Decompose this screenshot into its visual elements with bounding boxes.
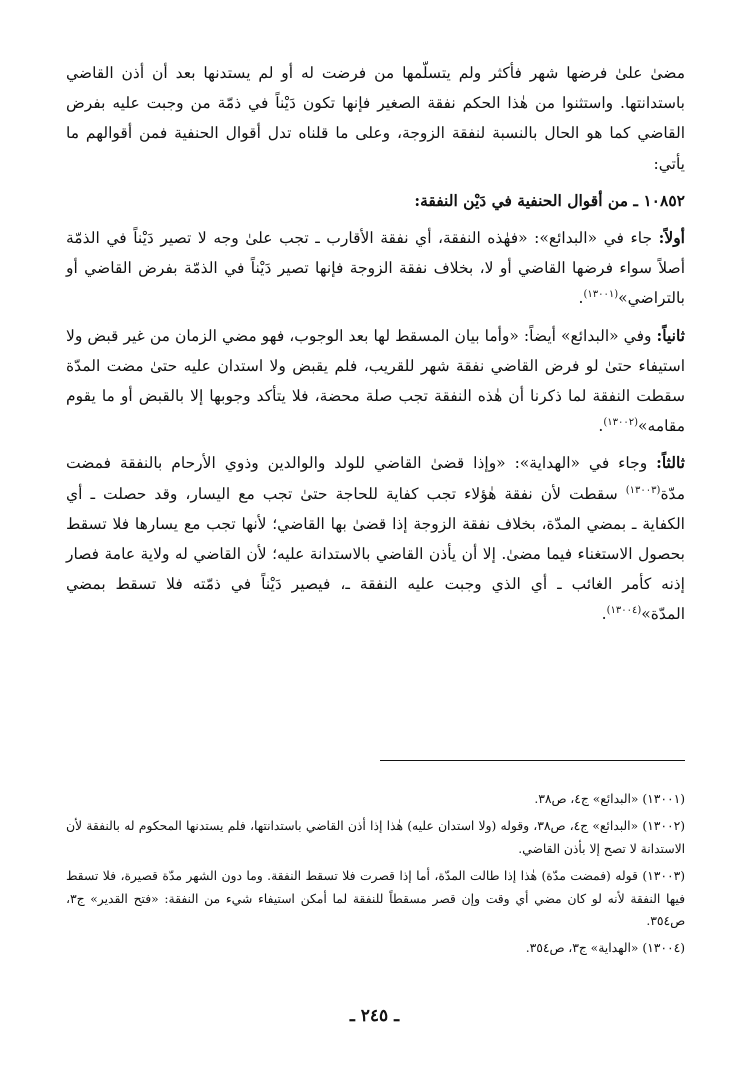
paragraph-second-end: . bbox=[598, 417, 604, 436]
paragraph-second-lead: ثانياً: bbox=[656, 325, 685, 345]
paragraph-third-lead: ثالثاً: bbox=[656, 453, 685, 473]
footnote-ref-13004: (١٣٠٠٤) bbox=[606, 605, 642, 617]
paragraph-third-end: . bbox=[601, 605, 607, 624]
footnote-ref-13001: (١٣٠٠١) bbox=[583, 289, 619, 301]
paragraph-first-text: جاء في «البدائع»: «فهٰذه النفقة، أي نفقة الأقارب ـ تجب علىٰ وجه لا تصير دَيْناً في الذمّة أصلاً سواء فرضها القاضي أو لا، بخلاف نفقة الزوجة فإنها تصير دَيْناً في الذمّة بفرض القاضي أو بالتراضي» bbox=[66, 229, 685, 308]
footnote-divider bbox=[380, 760, 685, 761]
footnotes bbox=[66, 788, 685, 965]
footnote-13004: (١٣٠٠٤) «الهداية» ج٣، ص٣٥٤. bbox=[525, 941, 685, 956]
footnote-ref-13003: (١٣٠٠٣) bbox=[625, 484, 661, 496]
section-heading: ١٠٨٥٢ ـ من أقوال الحنفية في دَيْن النفقة: bbox=[414, 190, 685, 210]
footnote-13001: (١٣٠٠١) «البدائع» ج٤، ص٣٨. bbox=[534, 792, 685, 806]
paragraph-intro: مضىٰ علىٰ فرضها شهر فأكثر ولم يتسلّمها من فرضت له أو لم يستدنها بعد أن أذن القاضي باستدانتها. واستثنوا من هٰذا الحكم نفقة الصغير فإنها تكون دَيْناً في ذمّة من وجبت عليه بفرض القاضي كما هو الحال بالنسبة لنفقة الزوجة، وعلى ما قلناه تدل أقوال الحنفية فمن أقوالهم ما يأتي: bbox=[66, 64, 685, 173]
paragraph-second bbox=[66, 321, 685, 442]
paragraph-third-text-1: وجاء في «الهداية»: «وإذا قضىٰ القاضي للولد والوالدين وذوي الأرحام بالنفقة فمضت مدّة bbox=[66, 454, 685, 503]
paragraph-first-lead: أولاً: bbox=[658, 228, 685, 248]
paragraph-third-text-2: سقطت لأن نفقة هٰؤلاء تجب كفاية للحاجة حتىٰ تجب مع اليسار، وقد حصلت ـ أي الكفاية ـ بمضي المدّة، بخلاف نفقة الزوجة إذا قضىٰ بها القاضي؛ لأنها تجب مع يسارها فلا تسقط بحصول الاستغناء فيما مضىٰ. إلا أن يأذن القاضي بالاستدانة عليه؛ لأن القاضي له ولاية عامة فصار إذنه كأمر الغائب ـ أي الذي وجبت عليه النفقة ـ، فيصير دَيْناً في ذمّته فلا تسقط بمضي المدّة» bbox=[66, 484, 685, 624]
footnote-13003: (١٣٠٠٣) قوله (فمضت مدّة) هٰذا إذا طالت المدّة، أما إذا قصرت فلا تسقط النفقة. وما دون الشهر مدّة قصيرة، فلا تسقط فيها النفقة لأنه لو كان مضي أي وقت وإن قصر مسقطاً للنفقة لما أمكن استيفاء شيء من النفقة: «فتح القدير» ج٣، ص٣٥٤. bbox=[66, 869, 685, 929]
footnote-ref-13002: (١٣٠٠٢) bbox=[603, 417, 639, 429]
footnote-13002: (١٣٠٠٢) «البدائع» ج٤، ص٣٨، وقوله (ولا استدان عليه) هٰذا إذا أذن القاضي باستدانتها، فلم يستدنها المحكوم له بالنفقة لأن الاستدانة لا تصح إلا بأذن القاضي. bbox=[66, 819, 685, 856]
paragraph-first-end: . bbox=[578, 289, 584, 308]
main-text bbox=[66, 58, 685, 630]
page-number: ـ ٢٤٥ ـ bbox=[349, 1006, 400, 1026]
paragraph-third bbox=[66, 448, 685, 629]
paragraph-first bbox=[66, 223, 685, 314]
paragraph-second-text: وفي «البدائع» أيضاً: «وأما بيان المسقط لها بعد الوجوب، فهو مضي الزمان من غير قبض ولا استيفاء حتىٰ لو فرض القاضي نفقة شهر للقريب، فلم يقبض ولا استدان عليه حتىٰ مضت المدّة سقطت النفقة لما ذكرنا أن هٰذه النفقة تجب صلة محضة، فلا يتأكد وجوبها إلا بالقبض أو ما يقوم مقامه» bbox=[66, 326, 685, 436]
